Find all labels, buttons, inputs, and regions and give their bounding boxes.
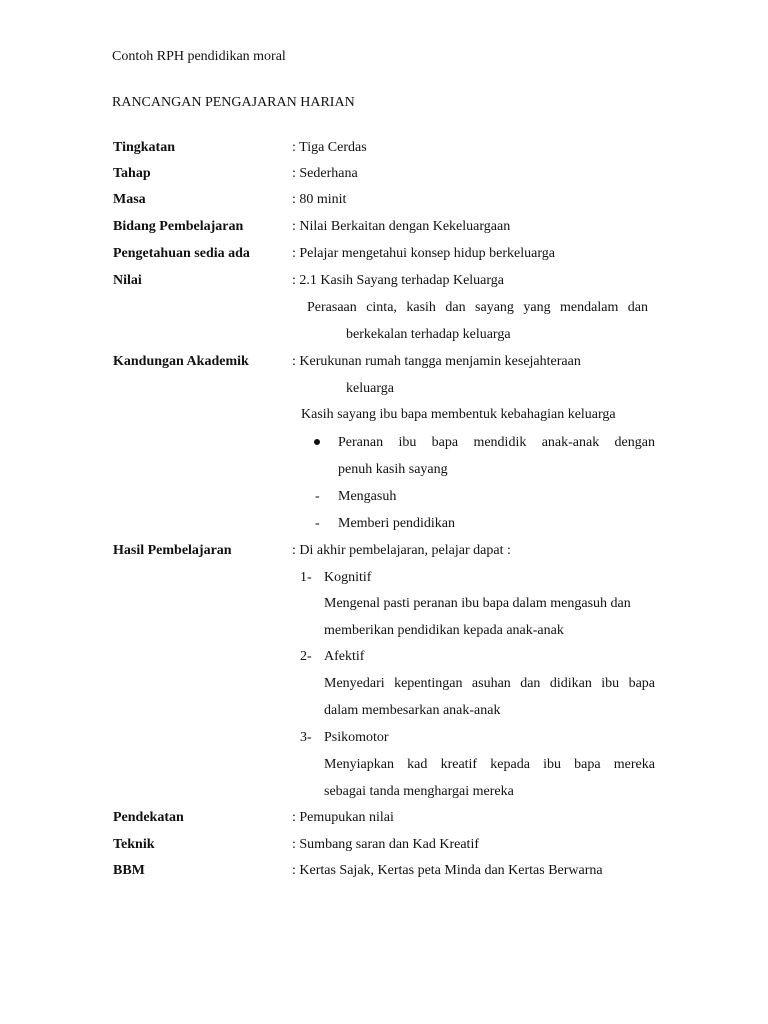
value-tahap: : Sederhana [292,166,358,181]
hasil-item-line1: Menyiapkan kad kreatif kepada ibu bapa mereka [324,757,655,772]
value-nilai: : 2.1 Kasih Sayang terhadap Keluarga [292,273,505,288]
dash-marker: - [315,489,320,504]
label-pendekatan: Pendekatan [113,810,184,825]
kandungan-dash-item-2: Memberi pendidikan [338,516,456,531]
document-title: RANCANGAN PENGAJARAN HARIAN [112,95,355,110]
nilai-description-line1: Perasaan cinta, kasih dan sayang yang mendalam dan [307,300,648,315]
value-teknik: : Sumbang saran dan Kad Kreatif [292,837,479,852]
nilai-description-line2: berkekalan terhadap keluarga [346,327,511,342]
document-header: Contoh RPH pendidikan moral [112,49,286,64]
value-kandungan-line2: keluarga [346,381,394,396]
value-tingkatan: : Tiga Cerdas [292,140,367,155]
label-masa: Masa [113,192,146,207]
dash-marker: - [315,516,320,531]
hasil-item-line1: Mengenal pasti peranan ibu bapa dalam mengasuh dan [324,596,631,611]
label-nilai: Nilai [113,273,142,288]
hasil-item-heading: Kognitif [324,570,372,585]
hasil-item-number: 3- [300,730,312,745]
value-pengetahuan: : Pelajar mengetahui konsep hidup berkeluarga [292,246,555,261]
label-bidang: Bidang Pembelajaran [113,219,244,234]
label-teknik: Teknik [113,837,155,852]
label-tahap: Tahap [113,166,151,181]
hasil-item-line2: sebagai tanda menghargai mereka [324,784,514,799]
hasil-item-heading: Psikomotor [324,730,389,745]
label-kandungan: Kandungan Akademik [113,354,249,369]
hasil-item-line2: memberikan pendidikan kepada anak-anak [324,623,564,638]
hasil-item-line1: Menyedari kepentingan asuhan dan didikan ibu bapa [324,676,655,691]
value-pendekatan: : Pemupukan nilai [292,810,394,825]
value-bidang: : Nilai Berkaitan dengan Kekeluargaan [292,219,511,234]
hasil-item-heading: Afektif [324,649,365,664]
kandungan-dash-item-1: Mengasuh [338,489,397,504]
label-tingkatan: Tingkatan [113,140,175,155]
hasil-item-number: 2- [300,649,312,664]
label-hasil: Hasil Pembelajaran [113,543,232,558]
hasil-item-line2: dalam membesarkan anak-anak [324,703,501,718]
kandungan-bullet-line1: Peranan ibu bapa mendidik anak-anak dengan [338,435,655,450]
value-masa: : 80 minit [292,192,347,207]
hasil-item-number: 1- [300,570,312,585]
kandungan-bullet-line2: penuh kasih sayang [338,462,448,477]
kandungan-subheading: Kasih sayang ibu bapa membentuk kebahagian keluarga [301,407,616,422]
bullet-icon [314,439,320,445]
value-hasil: : Di akhir pembelajaran, pelajar dapat : [292,543,511,558]
value-kandungan-line1: : Kerukunan rumah tangga menjamin kesejahteraan [292,354,581,369]
label-bbm: BBM [113,863,145,878]
value-bbm: : Kertas Sajak, Kertas peta Minda dan Kertas Berwarna [292,863,603,878]
label-pengetahuan: Pengetahuan sedia ada [113,246,250,261]
